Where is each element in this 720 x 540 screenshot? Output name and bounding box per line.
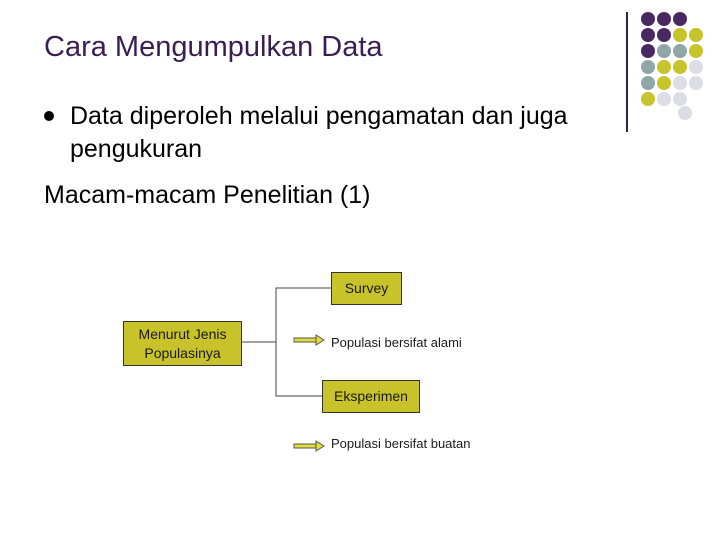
bullet-text-line2: pengukuran [70,135,203,163]
root-node [123,321,242,366]
arrow-right-icon [294,335,324,345]
arrow-right-icon [294,441,324,451]
eksperimen-node: Eksperimen [322,380,420,413]
root-node-line1: Menurut Jenis [138,326,227,342]
bullet-text-line1: Data diperoleh melalui pengamatan dan juga [70,102,568,130]
survey-node: Survey [331,272,402,305]
eksperimen-description: Populasi bersifat buatan [331,436,471,451]
root-node-line2: Populasinya [144,345,221,361]
slide-title: Cara Mengumpulkan Data [44,31,383,63]
survey-description: Populasi bersifat alami [331,335,462,350]
subheading: Macam-macam Penelitian (1) [44,181,371,209]
